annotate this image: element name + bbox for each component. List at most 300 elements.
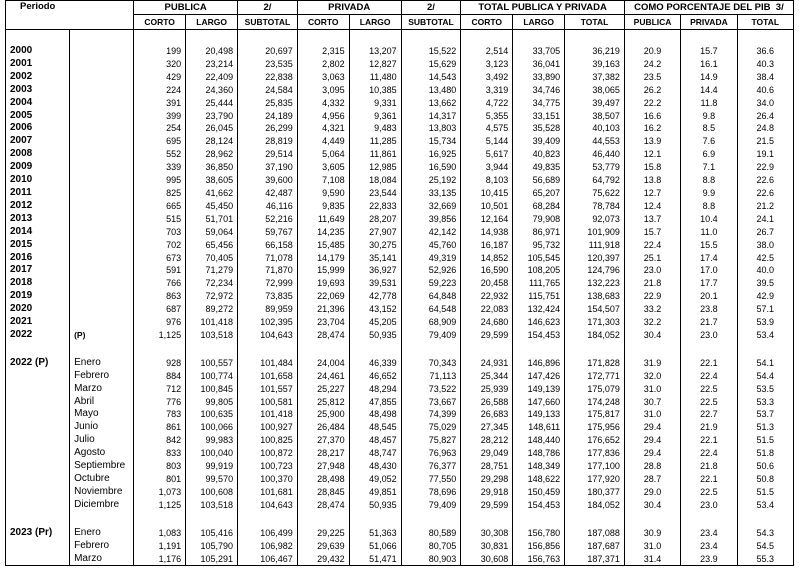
value-cell: 187,088 [565, 527, 625, 540]
value-cell: 37,190 [238, 161, 298, 174]
value-cell: 36,850 [186, 161, 238, 174]
value-cell: 42,778 [349, 290, 401, 303]
value-cell: 24,189 [238, 110, 298, 123]
value-cell: 22.5 [681, 383, 737, 396]
value-cell: 100,040 [186, 447, 238, 460]
value-cell: 42,487 [238, 187, 298, 200]
row-label-a [6, 396, 70, 409]
value-cell: 86,971 [513, 226, 565, 239]
row-label-b: Septiembre [70, 460, 134, 473]
table-row [6, 434, 794, 447]
value-cell: 132,223 [565, 277, 625, 290]
row-label-b [70, 277, 134, 290]
value-cell: 5,144 [461, 135, 513, 148]
value-cell: 17.7 [681, 277, 737, 290]
value-cell: 132,424 [513, 303, 565, 316]
value-cell: 24,931 [461, 357, 513, 370]
value-cell: 100,557 [186, 357, 238, 370]
value-cell: 78,696 [401, 486, 461, 499]
spacer-cell [401, 30, 461, 46]
row-label-a: 2018 [6, 277, 70, 290]
row-label-a: 2021 [6, 316, 70, 329]
value-cell: 4,449 [297, 135, 349, 148]
value-cell: 30,275 [349, 239, 401, 252]
value-cell: 29,599 [461, 329, 513, 342]
value-cell: 26,045 [186, 122, 238, 135]
value-cell: 23.4 [681, 540, 737, 553]
table-row [6, 486, 794, 499]
publica-corto-header: CORTO [134, 15, 186, 30]
row-label-b: (P) [70, 329, 134, 342]
value-cell: 79,409 [401, 329, 461, 342]
value-cell: 148,611 [513, 421, 565, 434]
value-cell: 28,474 [297, 329, 349, 342]
row-label-b [70, 213, 134, 226]
value-cell: 23,704 [297, 316, 349, 329]
spacer-cell [737, 512, 793, 527]
value-cell: 175,079 [565, 383, 625, 396]
spacer-cell [681, 30, 737, 46]
value-cell: 27,948 [297, 460, 349, 473]
value-cell: 17.4 [681, 252, 737, 265]
value-cell: 100,927 [238, 421, 298, 434]
table-row [6, 277, 794, 290]
pib-note: 3/ [775, 2, 784, 13]
value-cell: 12.4 [624, 200, 680, 213]
value-cell: 77,550 [401, 473, 461, 486]
value-cell: 146,623 [513, 316, 565, 329]
spacer-row [6, 512, 794, 527]
value-cell: 53.5 [737, 383, 793, 396]
table-row [6, 540, 794, 553]
value-cell: 41,662 [186, 187, 238, 200]
value-cell: 39,600 [238, 174, 298, 187]
table-row [6, 226, 794, 239]
row-label-a: 2022 (P) [6, 357, 70, 370]
value-cell: 12.7 [624, 187, 680, 200]
value-cell: 16,187 [461, 239, 513, 252]
spacer-cell [238, 512, 298, 527]
row-label-a [6, 408, 70, 421]
value-cell: 101,557 [238, 383, 298, 396]
table-body [6, 30, 794, 566]
value-cell: 42,142 [401, 226, 461, 239]
row-label-a [6, 447, 70, 460]
value-cell: 104,643 [238, 329, 298, 342]
value-cell: 75,827 [401, 434, 461, 447]
row-label-a: 2006 [6, 122, 70, 135]
table-row [6, 264, 794, 277]
value-cell: 22,069 [297, 290, 349, 303]
value-cell: 14.4 [681, 84, 737, 97]
value-cell: 80,903 [401, 553, 461, 566]
value-cell: 9,590 [297, 187, 349, 200]
value-cell: 1,191 [134, 540, 186, 553]
spacer-cell [238, 342, 298, 357]
value-cell: 42.9 [737, 290, 793, 303]
value-cell: 55.3 [737, 553, 793, 566]
value-cell: 5,617 [461, 148, 513, 161]
value-cell: 154,453 [513, 499, 565, 512]
value-cell: 51,066 [349, 540, 401, 553]
value-cell: 11.8 [681, 97, 737, 110]
value-cell: 29,599 [461, 499, 513, 512]
value-cell: 66,158 [238, 239, 298, 252]
value-cell: 254 [134, 122, 186, 135]
value-cell: 103,518 [186, 499, 238, 512]
value-cell: 2,315 [297, 45, 349, 58]
value-cell: 21,396 [297, 303, 349, 316]
total-total-header: TOTAL [565, 15, 625, 30]
value-cell: 11,285 [349, 135, 401, 148]
value-cell: 29,918 [461, 486, 513, 499]
value-cell: 23.0 [681, 329, 737, 342]
value-cell: 20,498 [186, 45, 238, 58]
value-cell: 29.4 [624, 434, 680, 447]
value-cell: 22.1 [681, 357, 737, 370]
row-label-b: Enero [70, 357, 134, 370]
value-cell: 53,779 [565, 161, 625, 174]
value-cell: 863 [134, 290, 186, 303]
table-row [6, 421, 794, 434]
row-label-a [6, 370, 70, 383]
value-cell: 25,939 [461, 383, 513, 396]
value-cell: 100,370 [238, 473, 298, 486]
value-cell: 30,831 [461, 540, 513, 553]
value-cell: 23.5 [624, 71, 680, 84]
value-cell: 51,471 [349, 553, 401, 566]
row-label-b: Diciembre [70, 499, 134, 512]
value-cell: 180,377 [565, 486, 625, 499]
value-cell: 12,164 [461, 213, 513, 226]
value-cell: 28,751 [461, 460, 513, 473]
value-cell: 20,697 [238, 45, 298, 58]
spacer-cell [6, 512, 70, 527]
row-label-b [70, 303, 134, 316]
value-cell: 106,982 [238, 540, 298, 553]
value-cell: 49,851 [349, 486, 401, 499]
row-label-b [70, 97, 134, 110]
privada-corto-header: CORTO [297, 15, 349, 30]
value-cell: 65,207 [513, 187, 565, 200]
value-cell: 24.8 [737, 122, 793, 135]
value-cell: 28,498 [297, 473, 349, 486]
row-label-b: Abril [70, 396, 134, 409]
table-row [6, 135, 794, 148]
value-cell: 10,501 [461, 200, 513, 213]
publica-largo-header: LARGO [186, 15, 238, 30]
value-cell: 9.8 [681, 110, 737, 123]
value-cell: 11.0 [681, 226, 737, 239]
table-row [6, 148, 794, 161]
value-cell: 25,344 [461, 370, 513, 383]
value-cell: 43,152 [349, 303, 401, 316]
value-cell: 76,963 [401, 447, 461, 460]
row-label-b [70, 316, 134, 329]
table-row [6, 329, 794, 342]
row-label-b [70, 71, 134, 84]
value-cell: 54.4 [737, 370, 793, 383]
value-cell: 702 [134, 239, 186, 252]
value-cell: 64,548 [401, 303, 461, 316]
row-label-a: 2012 [6, 200, 70, 213]
value-cell: 695 [134, 135, 186, 148]
row-label-a: 2001 [6, 58, 70, 71]
value-cell: 74,399 [401, 408, 461, 421]
row-label-a: 2007 [6, 135, 70, 148]
privada-header: PRIVADA [297, 1, 401, 15]
table-row [6, 71, 794, 84]
value-cell: 38,065 [565, 84, 625, 97]
value-cell: 8.8 [681, 200, 737, 213]
value-cell: 89,959 [238, 303, 298, 316]
row-label-b: Julio [70, 434, 134, 447]
value-cell: 45,205 [349, 316, 401, 329]
value-cell: 19,693 [297, 277, 349, 290]
value-cell: 57.1 [737, 303, 793, 316]
value-cell: 28,212 [461, 434, 513, 447]
value-cell: 71,078 [238, 252, 298, 265]
value-cell: 40,103 [565, 122, 625, 135]
row-label-a: 2003 [6, 84, 70, 97]
value-cell: 50,935 [349, 499, 401, 512]
value-cell: 70,343 [401, 357, 461, 370]
value-cell: 150,459 [513, 486, 565, 499]
value-cell: 5,064 [297, 148, 349, 161]
row-label-b [70, 200, 134, 213]
value-cell: 101,484 [238, 357, 298, 370]
value-cell: 16.2 [624, 122, 680, 135]
value-cell: 100,581 [238, 396, 298, 409]
value-cell: 53.9 [737, 316, 793, 329]
spacer-cell [70, 30, 134, 46]
value-cell: 105,545 [513, 252, 565, 265]
value-cell: 13.9 [624, 135, 680, 148]
value-cell: 7.1 [681, 161, 737, 174]
value-cell: 9,331 [349, 97, 401, 110]
spacer-cell [134, 512, 186, 527]
value-cell: 101,418 [238, 408, 298, 421]
value-cell: 20.9 [624, 45, 680, 58]
value-cell: 429 [134, 71, 186, 84]
value-cell: 138,683 [565, 290, 625, 303]
value-cell: 31.0 [624, 540, 680, 553]
value-cell: 48,457 [349, 434, 401, 447]
value-cell: 13,803 [401, 122, 461, 135]
value-cell: 101,681 [238, 486, 298, 499]
row-label-b [70, 148, 134, 161]
value-cell: 4,575 [461, 122, 513, 135]
value-cell: 25,835 [238, 97, 298, 110]
value-cell: 24,680 [461, 316, 513, 329]
value-cell: 177,100 [565, 460, 625, 473]
value-cell: 703 [134, 226, 186, 239]
value-cell: 1,073 [134, 486, 186, 499]
value-cell: 75,029 [401, 421, 461, 434]
row-label-b [70, 290, 134, 303]
value-cell: 31.9 [624, 357, 680, 370]
value-cell: 22.9 [624, 290, 680, 303]
value-cell: 2,514 [461, 45, 513, 58]
value-cell: 884 [134, 370, 186, 383]
table-row [6, 213, 794, 226]
value-cell: 33,135 [401, 187, 461, 200]
value-cell: 13,480 [401, 84, 461, 97]
value-cell: 59,223 [401, 277, 461, 290]
value-cell: 1,125 [134, 499, 186, 512]
value-cell: 100,825 [238, 434, 298, 447]
value-cell: 38,507 [565, 110, 625, 123]
spacer-cell [565, 342, 625, 357]
value-cell: 33,890 [513, 71, 565, 84]
value-cell: 100,872 [238, 447, 298, 460]
value-cell: 53.4 [737, 499, 793, 512]
value-cell: 59,064 [186, 226, 238, 239]
value-cell: 111,765 [513, 277, 565, 290]
row-label-a [6, 460, 70, 473]
pib-group-label: COMO PORCENTAJE DEL PIB [634, 2, 771, 13]
value-cell: 28,124 [186, 135, 238, 148]
value-cell: 148,786 [513, 447, 565, 460]
row-label-a: 2010 [6, 174, 70, 187]
row-label-b [70, 187, 134, 200]
value-cell: 10.4 [681, 213, 737, 226]
spacer-row [6, 30, 794, 46]
value-cell: 15.7 [624, 226, 680, 239]
value-cell: 22,083 [461, 303, 513, 316]
value-cell: 156,780 [513, 527, 565, 540]
value-cell: 30.7 [624, 396, 680, 409]
value-cell: 32.0 [624, 370, 680, 383]
value-cell: 42.5 [737, 252, 793, 265]
value-cell: 177,836 [565, 447, 625, 460]
value-cell: 73,522 [401, 383, 461, 396]
value-cell: 24,584 [238, 84, 298, 97]
row-label-b [70, 264, 134, 277]
value-cell: 16.1 [681, 58, 737, 71]
value-cell: 861 [134, 421, 186, 434]
pib-publica-header: PUBLICA [624, 15, 680, 30]
table-row [6, 370, 794, 383]
value-cell: 27,907 [349, 226, 401, 239]
spacer-cell [134, 30, 186, 46]
value-cell: 23.4 [681, 527, 737, 540]
value-cell: 156,763 [513, 553, 565, 566]
value-cell: 11,649 [297, 213, 349, 226]
value-cell: 148,349 [513, 460, 565, 473]
value-cell: 172,771 [565, 370, 625, 383]
value-cell: 14,938 [461, 226, 513, 239]
value-cell: 4,321 [297, 122, 349, 135]
value-cell: 9,483 [349, 122, 401, 135]
value-cell: 100,635 [186, 408, 238, 421]
row-label-a [6, 540, 70, 553]
spacer-cell [297, 342, 349, 357]
spacer-cell [6, 342, 70, 357]
value-cell: 9,835 [297, 200, 349, 213]
value-cell: 4,332 [297, 97, 349, 110]
row-label-b [70, 122, 134, 135]
table-row [6, 110, 794, 123]
value-cell: 28,217 [297, 447, 349, 460]
value-cell: 115,751 [513, 290, 565, 303]
value-cell: 21.7 [681, 316, 737, 329]
value-cell: 995 [134, 174, 186, 187]
value-cell: 103,518 [186, 329, 238, 342]
value-cell: 46,116 [238, 200, 298, 213]
value-cell: 22,409 [186, 71, 238, 84]
value-cell: 34,775 [513, 97, 565, 110]
value-cell: 339 [134, 161, 186, 174]
value-cell: 65,456 [186, 239, 238, 252]
value-cell: 13,662 [401, 97, 461, 110]
value-cell: 177,920 [565, 473, 625, 486]
value-cell: 3,605 [297, 161, 349, 174]
table-row [6, 84, 794, 97]
value-cell: 687 [134, 303, 186, 316]
row-label-a: 2009 [6, 161, 70, 174]
value-cell: 46,652 [349, 370, 401, 383]
value-cell: 22,833 [349, 200, 401, 213]
row-label-a [6, 434, 70, 447]
value-cell: 3,492 [461, 71, 513, 84]
value-cell: 50,935 [349, 329, 401, 342]
value-cell: 73,667 [401, 396, 461, 409]
value-cell: 28,474 [297, 499, 349, 512]
value-cell: 72,999 [238, 277, 298, 290]
table-row [6, 473, 794, 486]
value-cell: 38.0 [737, 239, 793, 252]
value-cell: 25,227 [297, 383, 349, 396]
spacer-cell [401, 342, 461, 357]
value-cell: 803 [134, 460, 186, 473]
publica-note: 2/ [238, 1, 298, 15]
row-label-a [6, 421, 70, 434]
value-cell: 53.4 [737, 329, 793, 342]
row-label-b [70, 226, 134, 239]
value-cell: 80,589 [401, 527, 461, 540]
value-cell: 23,544 [349, 187, 401, 200]
row-label-b [70, 239, 134, 252]
spacer-cell [737, 30, 793, 46]
table-row [6, 122, 794, 135]
spacer-cell [70, 342, 134, 357]
row-label-a [6, 499, 70, 512]
value-cell: 22.4 [681, 370, 737, 383]
row-label-a: 2011 [6, 187, 70, 200]
value-cell: 46,339 [349, 357, 401, 370]
value-cell: 3,123 [461, 58, 513, 71]
value-cell: 33.2 [624, 303, 680, 316]
value-cell: 105,291 [186, 553, 238, 566]
value-cell: 34.0 [737, 97, 793, 110]
value-cell: 78,784 [565, 200, 625, 213]
value-cell: 22,932 [461, 290, 513, 303]
spacer-cell [238, 30, 298, 46]
value-cell: 6.9 [681, 148, 737, 161]
value-cell: 3,944 [461, 161, 513, 174]
value-cell: 106,499 [238, 527, 298, 540]
spacer-cell [349, 342, 401, 357]
spacer-cell [624, 342, 680, 357]
row-label-a: 2017 [6, 264, 70, 277]
value-cell: 22.4 [624, 239, 680, 252]
value-cell: 9.9 [681, 187, 737, 200]
value-cell: 25,900 [297, 408, 349, 421]
value-cell: 14,543 [401, 71, 461, 84]
value-cell: 59,767 [238, 226, 298, 239]
value-cell: 32.2 [624, 316, 680, 329]
